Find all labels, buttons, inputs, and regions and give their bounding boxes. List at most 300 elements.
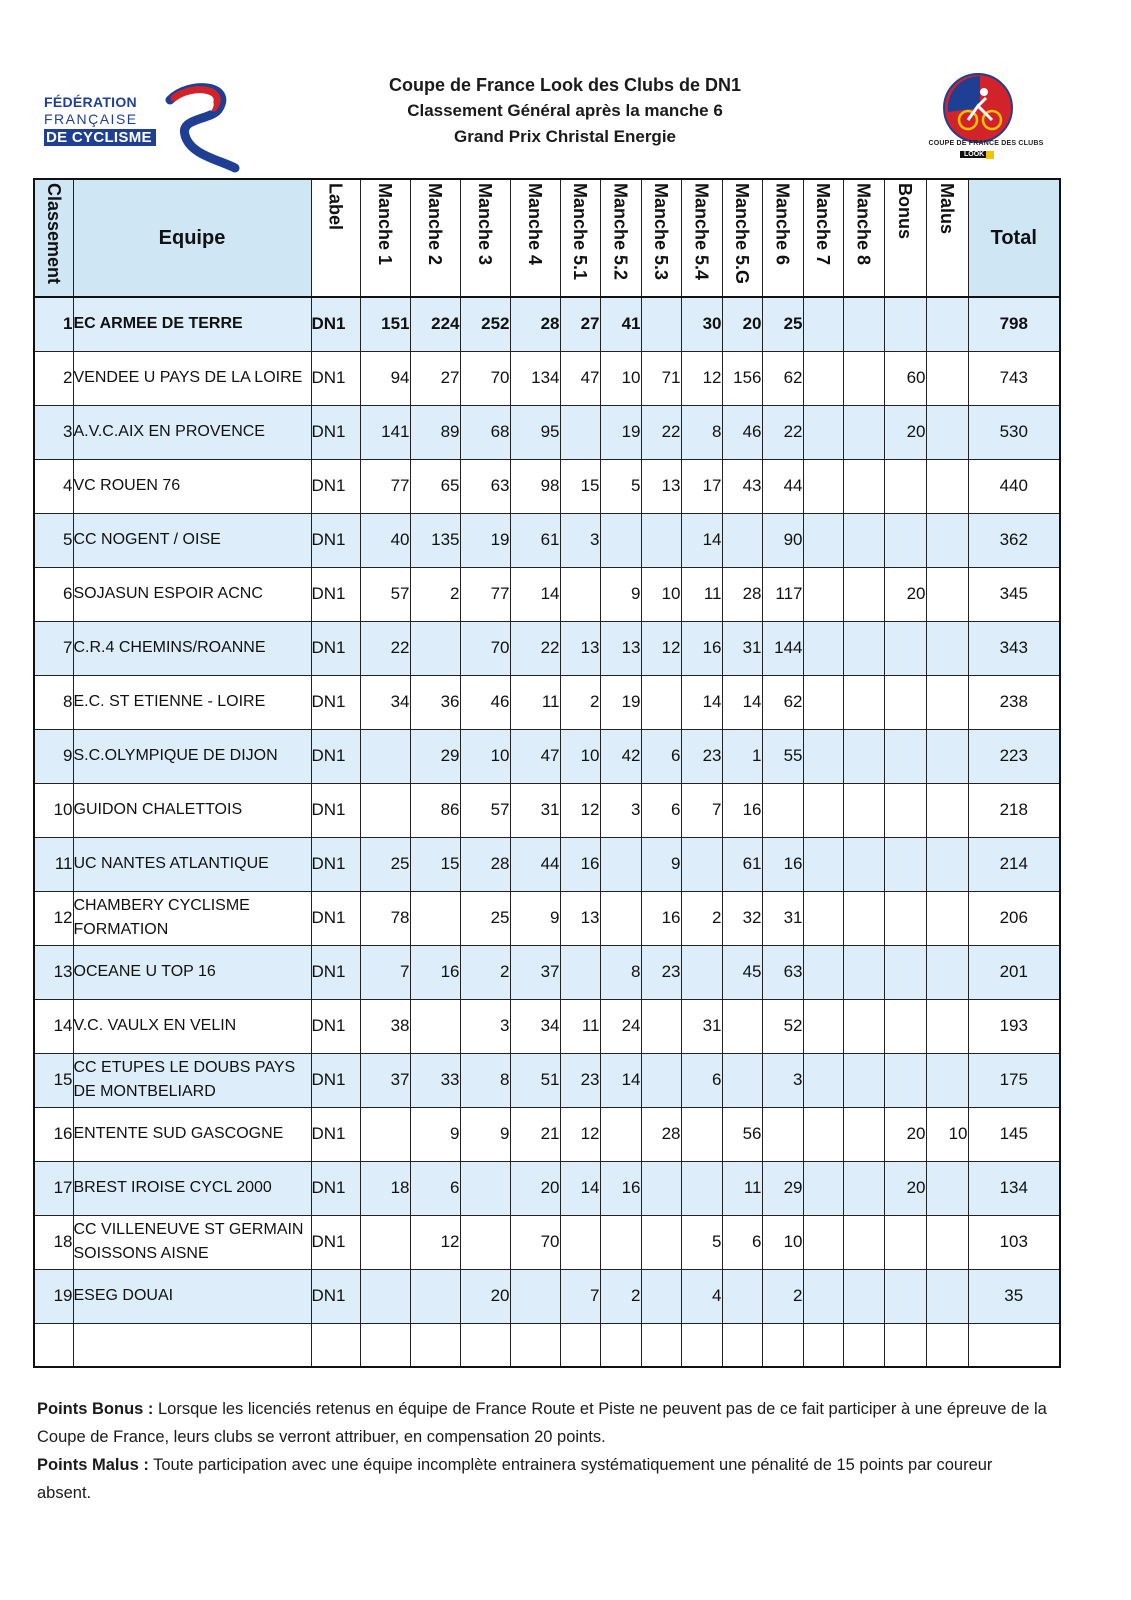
manche-4-cell: 28 (510, 297, 560, 351)
total-cell: 530 (968, 405, 1060, 459)
manche-5-1-cell: 14 (560, 1161, 600, 1215)
manche-5-1-cell: 23 (560, 1053, 600, 1107)
malus-cell (926, 729, 968, 783)
manche-2-cell: 33 (410, 1053, 460, 1107)
manche-3-cell (460, 1161, 510, 1215)
team-cell: GUIDON CHALETTOIS (73, 783, 311, 837)
col-header-label: Label (311, 179, 360, 297)
empty-cell (968, 1323, 1060, 1367)
manche-3-cell: 77 (460, 567, 510, 621)
manche-8-cell (843, 297, 884, 351)
manche-5-3-cell: 22 (641, 405, 681, 459)
manche-5-3-cell: 12 (641, 621, 681, 675)
manche-5-4-cell: 8 (681, 405, 722, 459)
manche-5-g-cell: 14 (722, 675, 762, 729)
manche-3-cell (460, 1215, 510, 1269)
manche-5-3-cell (641, 297, 681, 351)
coupe-de-france-logo (928, 72, 1050, 172)
col-header-manche-8: Manche 8 (843, 179, 884, 297)
rank-cell: 9 (34, 729, 73, 783)
table-row (34, 1269, 1060, 1323)
col-header-equipe: Equipe (73, 179, 311, 297)
manche-8-cell (843, 1053, 884, 1107)
manche-5-1-cell: 47 (560, 351, 600, 405)
manche-6-cell: 22 (762, 405, 803, 459)
manche-8-cell (843, 1107, 884, 1161)
manche-2-cell: 6 (410, 1161, 460, 1215)
manche-4-cell: 134 (510, 351, 560, 405)
label-cell: DN1 (311, 945, 360, 999)
manche-5-2-cell: 16 (600, 1161, 641, 1215)
manche-5-2-cell: 14 (600, 1053, 641, 1107)
manche-5-1-cell: 12 (560, 783, 600, 837)
manche-7-cell (803, 945, 843, 999)
manche-7-cell (803, 405, 843, 459)
manche-8-cell (843, 837, 884, 891)
manche-5-g-cell: 45 (722, 945, 762, 999)
manche-5-2-cell: 24 (600, 999, 641, 1053)
malus-note-text: Toute participation avec une équipe incomplète entrainera systématiquement une pénalité de 15 points par coureur absent. (37, 1456, 993, 1502)
label-cell: DN1 (311, 405, 360, 459)
table-row (34, 999, 1060, 1053)
table-row (34, 945, 1060, 999)
total-cell: 218 (968, 783, 1060, 837)
manche-5-3-cell: 10 (641, 567, 681, 621)
label-cell: DN1 (311, 351, 360, 405)
manche-5-2-cell: 9 (600, 567, 641, 621)
manche-5-2-cell: 10 (600, 351, 641, 405)
manche-5-3-cell: 6 (641, 783, 681, 837)
rank-cell: 10 (34, 783, 73, 837)
label-cell: DN1 (311, 1161, 360, 1215)
manche-5-g-cell: 6 (722, 1215, 762, 1269)
manche-7-cell (803, 837, 843, 891)
event-name: Grand Prix Christal Energie (453, 127, 676, 146)
total-cell: 743 (968, 351, 1060, 405)
cyclist-emblem-icon (940, 72, 1020, 144)
rank-cell: 13 (34, 945, 73, 999)
table-row (34, 1053, 1060, 1107)
label-cell: DN1 (311, 621, 360, 675)
manche-2-cell: 89 (410, 405, 460, 459)
bonus-cell (884, 513, 926, 567)
team-cell: C.R.4 CHEMINS/ROANNE (73, 621, 311, 675)
manche-6-cell: 55 (762, 729, 803, 783)
rank-cell: 3 (34, 405, 73, 459)
manche-5-3-cell: 23 (641, 945, 681, 999)
team-cell: OCEANE U TOP 16 (73, 945, 311, 999)
ffc-logo-line3: DE CYCLISME (44, 129, 156, 146)
manche-7-cell (803, 1269, 843, 1323)
manche-4-cell: 31 (510, 783, 560, 837)
empty-cell (843, 1323, 884, 1367)
manche-3-cell: 68 (460, 405, 510, 459)
manche-4-cell: 21 (510, 1107, 560, 1161)
manche-3-cell: 10 (460, 729, 510, 783)
manche-5-2-cell: 2 (600, 1269, 641, 1323)
manche-7-cell (803, 621, 843, 675)
rank-cell: 15 (34, 1053, 73, 1107)
manche-3-cell: 3 (460, 999, 510, 1053)
manche-1-cell (360, 729, 410, 783)
team-cell: V.C. VAULX EN VELIN (73, 999, 311, 1053)
table-header-row (34, 179, 1060, 297)
manche-5-4-cell: 11 (681, 567, 722, 621)
manche-4-cell: 37 (510, 945, 560, 999)
manche-4-cell: 14 (510, 567, 560, 621)
empty-cell (681, 1323, 722, 1367)
label-cell: DN1 (311, 729, 360, 783)
malus-cell (926, 567, 968, 621)
manche-5-1-cell: 2 (560, 675, 600, 729)
manche-2-cell (410, 999, 460, 1053)
team-cell: CC VILLENEUVE ST GERMAIN SOISSONS AISNE (73, 1215, 311, 1269)
manche-8-cell (843, 1215, 884, 1269)
bonus-cell (884, 783, 926, 837)
label-cell: DN1 (311, 459, 360, 513)
manche-6-cell: 52 (762, 999, 803, 1053)
manche-5-1-cell: 10 (560, 729, 600, 783)
col-header-manche-7: Manche 7 (803, 179, 843, 297)
col-header-manche-3: Manche 3 (460, 179, 510, 297)
manche-7-cell (803, 675, 843, 729)
manche-6-cell: 16 (762, 837, 803, 891)
label-cell: DN1 (311, 1215, 360, 1269)
manche-5-3-cell (641, 1215, 681, 1269)
bonus-cell: 20 (884, 1107, 926, 1161)
manche-1-cell (360, 1269, 410, 1323)
manche-5-4-cell: 7 (681, 783, 722, 837)
manche-5-g-cell: 156 (722, 351, 762, 405)
rank-cell: 6 (34, 567, 73, 621)
manche-5-g-cell (722, 513, 762, 567)
manche-5-2-cell: 5 (600, 459, 641, 513)
manche-5-g-cell: 32 (722, 891, 762, 945)
manche-2-cell: 12 (410, 1215, 460, 1269)
manche-5-g-cell: 46 (722, 405, 762, 459)
manche-5-4-cell: 14 (681, 675, 722, 729)
table-row (34, 459, 1060, 513)
manche-8-cell (843, 351, 884, 405)
manche-6-cell: 117 (762, 567, 803, 621)
rank-cell: 17 (34, 1161, 73, 1215)
manche-1-cell (360, 783, 410, 837)
manche-7-cell (803, 999, 843, 1053)
manche-5-4-cell: 31 (681, 999, 722, 1053)
page-subtitle: Classement Général après la manche 6 (407, 101, 723, 120)
manche-4-cell: 9 (510, 891, 560, 945)
manche-1-cell: 37 (360, 1053, 410, 1107)
manche-1-cell: 38 (360, 999, 410, 1053)
malus-cell (926, 783, 968, 837)
empty-cell (34, 1323, 73, 1367)
total-cell: 238 (968, 675, 1060, 729)
empty-cell (762, 1323, 803, 1367)
bonus-note (37, 1395, 1047, 1451)
manche-7-cell (803, 513, 843, 567)
manche-8-cell (843, 999, 884, 1053)
col-header-classement: Classement (34, 179, 73, 297)
col-header-manche-4: Manche 4 (510, 179, 560, 297)
bonus-cell (884, 999, 926, 1053)
total-cell: 362 (968, 513, 1060, 567)
manche-5-g-cell (722, 1053, 762, 1107)
manche-5-g-cell: 28 (722, 567, 762, 621)
manche-5-4-cell: 23 (681, 729, 722, 783)
manche-4-cell: 44 (510, 837, 560, 891)
table-row (34, 621, 1060, 675)
col-header-manche-2: Manche 2 (410, 179, 460, 297)
empty-cell (600, 1323, 641, 1367)
empty-cell (641, 1323, 681, 1367)
bonus-cell (884, 1053, 926, 1107)
manche-8-cell (843, 405, 884, 459)
total-cell: 134 (968, 1161, 1060, 1215)
table-row (34, 405, 1060, 459)
total-cell: 193 (968, 999, 1060, 1053)
manche-4-cell: 22 (510, 621, 560, 675)
team-cell: VENDEE U PAYS DE LA LOIRE (73, 351, 311, 405)
manche-5-2-cell: 3 (600, 783, 641, 837)
empty-cell (803, 1323, 843, 1367)
total-cell: 223 (968, 729, 1060, 783)
manche-5-1-cell: 15 (560, 459, 600, 513)
ranking-table (33, 178, 1061, 1368)
table-row (34, 783, 1060, 837)
manche-2-cell: 2 (410, 567, 460, 621)
bonus-cell (884, 297, 926, 351)
manche-5-1-cell: 16 (560, 837, 600, 891)
manche-2-cell: 15 (410, 837, 460, 891)
col-header-malus: Malus (926, 179, 968, 297)
manche-1-cell: 18 (360, 1161, 410, 1215)
manche-5-4-cell: 12 (681, 351, 722, 405)
manche-5-2-cell (600, 1107, 641, 1161)
table-row (34, 837, 1060, 891)
manche-5-g-cell: 20 (722, 297, 762, 351)
manche-2-cell: 16 (410, 945, 460, 999)
rank-cell: 4 (34, 459, 73, 513)
manche-1-cell: 78 (360, 891, 410, 945)
col-header-bonus: Bonus (884, 179, 926, 297)
manche-7-cell (803, 1107, 843, 1161)
manche-5-1-cell: 12 (560, 1107, 600, 1161)
empty-cell (510, 1323, 560, 1367)
table-row (34, 513, 1060, 567)
manche-3-cell: 8 (460, 1053, 510, 1107)
label-cell: DN1 (311, 1269, 360, 1323)
manche-5-4-cell: 2 (681, 891, 722, 945)
manche-1-cell: 57 (360, 567, 410, 621)
manche-5-g-cell: 16 (722, 783, 762, 837)
manche-6-cell: 62 (762, 675, 803, 729)
manche-5-4-cell: 14 (681, 513, 722, 567)
bonus-cell: 60 (884, 351, 926, 405)
manche-5-4-cell: 6 (681, 1053, 722, 1107)
manche-6-cell: 44 (762, 459, 803, 513)
manche-2-cell (410, 621, 460, 675)
table-row-empty (34, 1323, 1060, 1367)
ffc-logo (40, 80, 245, 175)
table-row (34, 1161, 1060, 1215)
rank-cell: 5 (34, 513, 73, 567)
bonus-cell (884, 891, 926, 945)
manche-5-3-cell: 13 (641, 459, 681, 513)
manche-5-4-cell (681, 837, 722, 891)
manche-7-cell (803, 459, 843, 513)
table-row (34, 891, 1060, 945)
manche-7-cell (803, 1161, 843, 1215)
manche-8-cell (843, 621, 884, 675)
manche-6-cell: 29 (762, 1161, 803, 1215)
manche-3-cell: 57 (460, 783, 510, 837)
col-header-manche-5-2: Manche 5.2 (600, 179, 641, 297)
manche-3-cell: 25 (460, 891, 510, 945)
manche-5-2-cell (600, 837, 641, 891)
manche-5-1-cell (560, 945, 600, 999)
coupe-logo-caption: COUPE DE FRANCE DES CLUBS (928, 140, 1044, 147)
manche-6-cell: 31 (762, 891, 803, 945)
empty-cell (360, 1323, 410, 1367)
manche-6-cell: 62 (762, 351, 803, 405)
malus-cell (926, 405, 968, 459)
manche-7-cell (803, 567, 843, 621)
manche-5-1-cell: 7 (560, 1269, 600, 1323)
manche-5-g-cell: 1 (722, 729, 762, 783)
manche-6-cell: 90 (762, 513, 803, 567)
manche-5-3-cell: 9 (641, 837, 681, 891)
total-cell: 103 (968, 1215, 1060, 1269)
team-cell: ENTENTE SUD GASCOGNE (73, 1107, 311, 1161)
manche-5-2-cell (600, 891, 641, 945)
rank-cell: 12 (34, 891, 73, 945)
manche-3-cell: 2 (460, 945, 510, 999)
bonus-cell: 20 (884, 1161, 926, 1215)
manche-4-cell: 95 (510, 405, 560, 459)
manche-8-cell (843, 567, 884, 621)
look-brand: LOOK (960, 151, 988, 158)
malus-cell (926, 297, 968, 351)
manche-5-3-cell: 6 (641, 729, 681, 783)
team-cell: E.C. ST ETIENNE - LOIRE (73, 675, 311, 729)
manche-5-1-cell: 13 (560, 621, 600, 675)
ffc-logo-line2: FRANÇAISE (44, 111, 138, 127)
manche-7-cell (803, 297, 843, 351)
rank-cell: 1 (34, 297, 73, 351)
malus-note-label: Points Malus : (37, 1456, 149, 1474)
manche-5-1-cell: 11 (560, 999, 600, 1053)
manche-5-g-cell (722, 999, 762, 1053)
manche-2-cell: 86 (410, 783, 460, 837)
rank-cell: 11 (34, 837, 73, 891)
manche-2-cell: 224 (410, 297, 460, 351)
manche-6-cell: 10 (762, 1215, 803, 1269)
ffc-swoosh-icon (140, 80, 245, 175)
manche-5-3-cell (641, 1053, 681, 1107)
col-header-manche-1: Manche 1 (360, 179, 410, 297)
label-cell: DN1 (311, 513, 360, 567)
manche-7-cell (803, 1215, 843, 1269)
manche-2-cell: 9 (410, 1107, 460, 1161)
manche-1-cell: 7 (360, 945, 410, 999)
ffc-logo-line1: FÉDÉRATION (44, 94, 137, 110)
manche-1-cell: 34 (360, 675, 410, 729)
manche-5-4-cell: 4 (681, 1269, 722, 1323)
notes-section (37, 1395, 1047, 1507)
team-cell: SOJASUN ESPOIR ACNC (73, 567, 311, 621)
bonus-cell (884, 1215, 926, 1269)
label-cell: DN1 (311, 567, 360, 621)
manche-6-cell: 25 (762, 297, 803, 351)
manche-6-cell (762, 783, 803, 837)
manche-3-cell: 70 (460, 621, 510, 675)
manche-5-4-cell: 30 (681, 297, 722, 351)
malus-cell: 10 (926, 1107, 968, 1161)
manche-2-cell (410, 891, 460, 945)
manche-5-2-cell (600, 513, 641, 567)
manche-5-g-cell: 61 (722, 837, 762, 891)
manche-5-1-cell: 3 (560, 513, 600, 567)
manche-1-cell: 40 (360, 513, 410, 567)
rank-cell: 19 (34, 1269, 73, 1323)
rank-cell: 18 (34, 1215, 73, 1269)
malus-cell (926, 1269, 968, 1323)
label-cell: DN1 (311, 837, 360, 891)
bonus-cell (884, 621, 926, 675)
malus-cell (926, 459, 968, 513)
manche-8-cell (843, 729, 884, 783)
manche-5-2-cell: 42 (600, 729, 641, 783)
manche-5-g-cell (722, 1269, 762, 1323)
manche-1-cell: 141 (360, 405, 410, 459)
table-row (34, 1215, 1060, 1269)
col-header-manche-5-1: Manche 5.1 (560, 179, 600, 297)
manche-5-3-cell: 71 (641, 351, 681, 405)
manche-5-3-cell (641, 675, 681, 729)
bonus-cell (884, 1269, 926, 1323)
malus-cell (926, 1215, 968, 1269)
manche-8-cell (843, 459, 884, 513)
rank-cell: 7 (34, 621, 73, 675)
manche-1-cell (360, 1215, 410, 1269)
manche-1-cell: 22 (360, 621, 410, 675)
manche-1-cell: 25 (360, 837, 410, 891)
manche-5-2-cell: 13 (600, 621, 641, 675)
manche-5-4-cell (681, 1107, 722, 1161)
manche-5-1-cell (560, 405, 600, 459)
manche-5-1-cell (560, 567, 600, 621)
manche-5-1-cell: 27 (560, 297, 600, 351)
team-cell: CC NOGENT / OISE (73, 513, 311, 567)
bonus-cell (884, 945, 926, 999)
team-cell: UC NANTES ATLANTIQUE (73, 837, 311, 891)
rank-cell: 14 (34, 999, 73, 1053)
manche-3-cell: 252 (460, 297, 510, 351)
team-cell: A.V.C.AIX EN PROVENCE (73, 405, 311, 459)
rank-cell: 2 (34, 351, 73, 405)
manche-6-cell: 3 (762, 1053, 803, 1107)
col-header-manche-5-3: Manche 5.3 (641, 179, 681, 297)
manche-8-cell (843, 891, 884, 945)
empty-cell (722, 1323, 762, 1367)
manche-4-cell: 47 (510, 729, 560, 783)
total-cell: 440 (968, 459, 1060, 513)
team-cell: VC ROUEN 76 (73, 459, 311, 513)
page-header (0, 0, 1131, 180)
manche-5-3-cell (641, 999, 681, 1053)
total-cell: 345 (968, 567, 1060, 621)
manche-6-cell: 63 (762, 945, 803, 999)
